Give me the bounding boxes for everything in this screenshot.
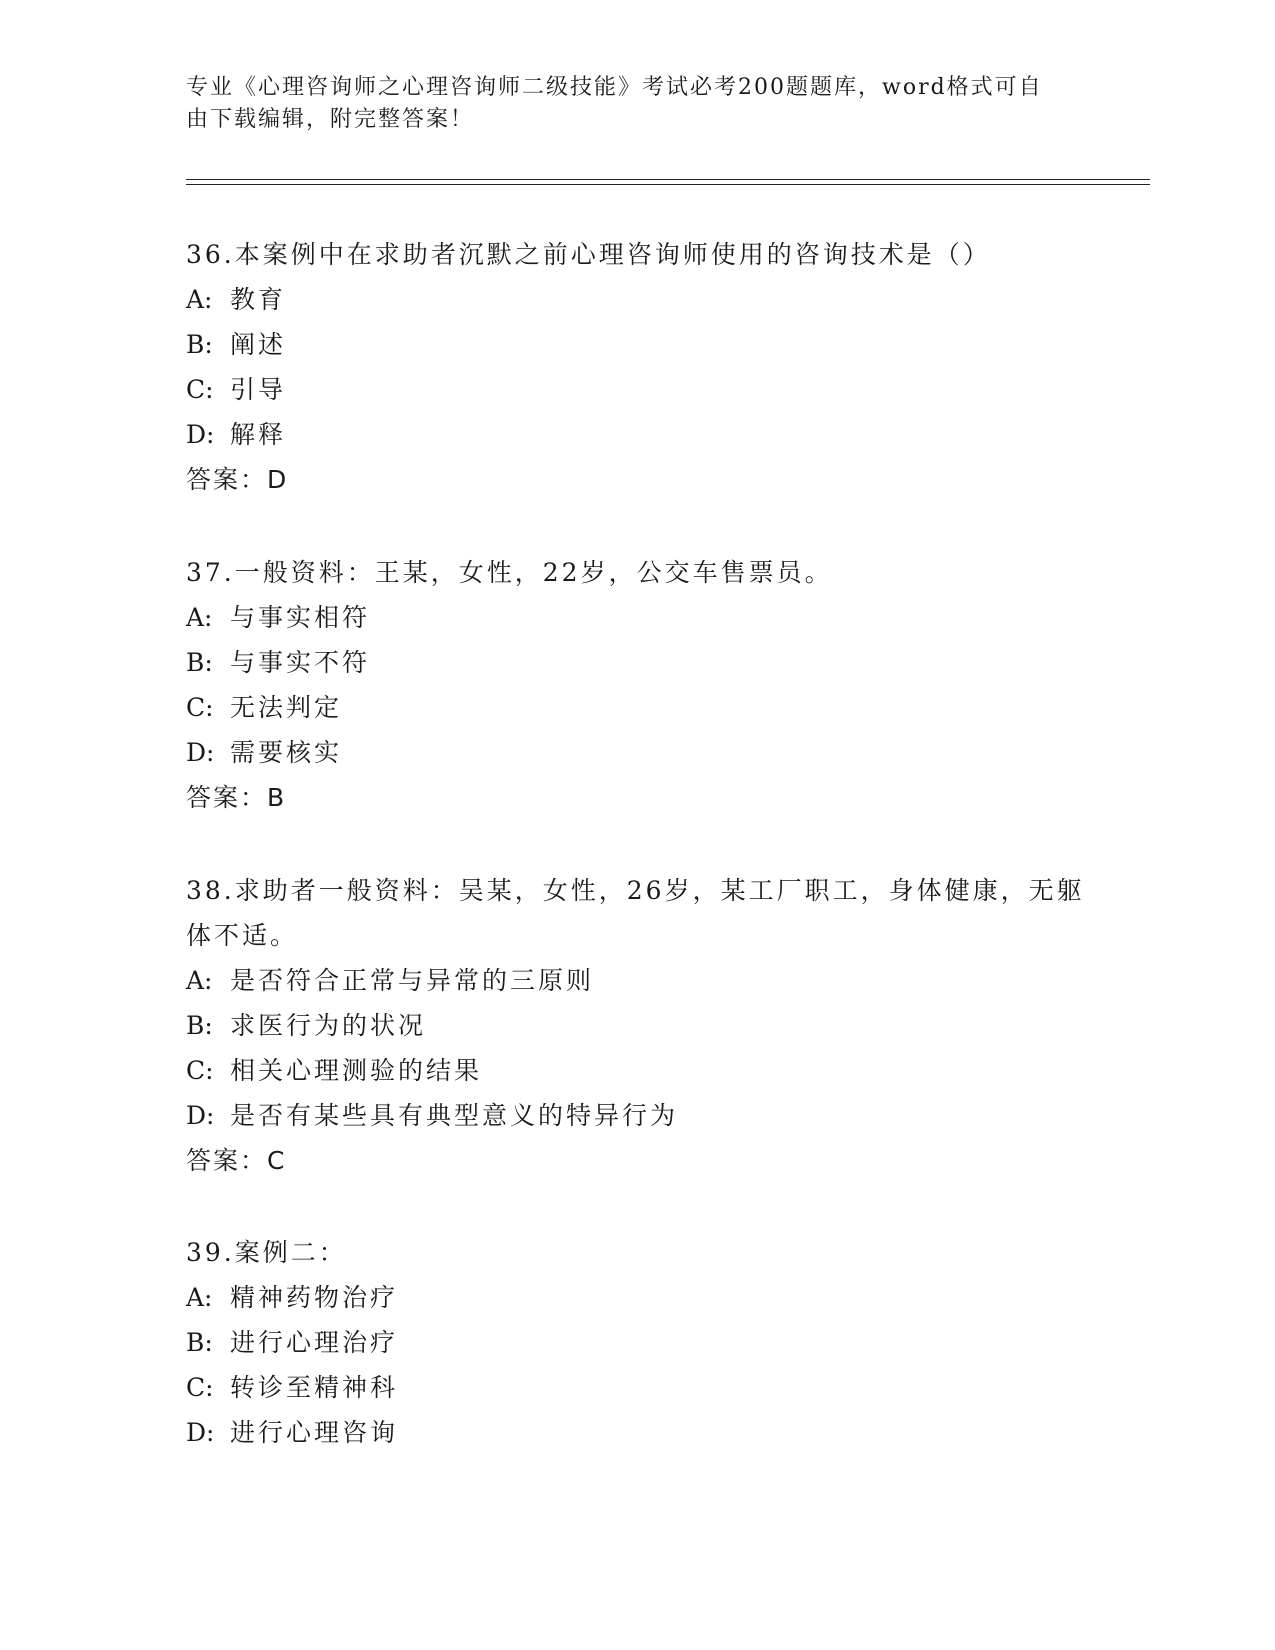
question-stem: 39.案例二： [186, 1238, 347, 1267]
option-label: A: [186, 285, 213, 314]
option-c [186, 367, 1086, 412]
answer-line: 答案：C [186, 1146, 287, 1175]
question-stem: 37.一般资料：王某，女性，22岁，公交车售票员。 [186, 558, 833, 587]
option-text: 阐述 [230, 330, 287, 359]
option-label: C: [186, 693, 214, 722]
option-b [186, 1320, 1086, 1365]
option-text: 引导 [230, 375, 287, 404]
header-line-2: 由下载编辑，附完整答案！ [186, 107, 475, 132]
option-d [186, 1093, 1086, 1138]
option-b [186, 640, 1086, 685]
header-divider-top [186, 179, 1150, 180]
option-label: A: [186, 1283, 213, 1312]
option-label: D: [186, 420, 215, 449]
answer-line: 答案：D [186, 465, 289, 494]
option-text: 转诊至精神科 [230, 1373, 399, 1402]
option-label: D: [186, 1101, 215, 1130]
option-label: B: [186, 1011, 213, 1040]
option-d [186, 730, 1086, 775]
option-text: 相关心理测验的结果 [230, 1056, 483, 1085]
header-line-1: 专业《心理咨询师之心理咨询师二级技能》考试必考200题题库，word格式可自 [186, 75, 1043, 100]
option-label: D: [186, 738, 215, 767]
question-39 [186, 1230, 1086, 1455]
option-text: 无法判定 [230, 693, 343, 722]
option-label: C: [186, 375, 214, 404]
option-text: 教育 [230, 285, 287, 314]
option-label: D: [186, 1418, 215, 1447]
option-a [186, 277, 1086, 322]
option-d [186, 412, 1086, 457]
option-text: 求医行为的状况 [230, 1011, 427, 1040]
option-text: 精神药物治疗 [230, 1283, 399, 1312]
question-stem: 38.求助者一般资料：吴某，女性，26岁，某工厂职工，身体健康，无躯体不适。 [186, 876, 1085, 950]
option-text: 进行心理咨询 [230, 1418, 399, 1447]
option-text: 与事实不符 [230, 648, 371, 677]
option-label: B: [186, 1328, 213, 1357]
option-a [186, 1275, 1086, 1320]
option-c [186, 685, 1086, 730]
option-label: A: [186, 603, 213, 632]
option-b [186, 1003, 1086, 1048]
option-text: 与事实相符 [230, 603, 371, 632]
option-text: 进行心理治疗 [230, 1328, 399, 1357]
question-36 [186, 232, 1086, 502]
option-label: A: [186, 966, 213, 995]
option-label: C: [186, 1056, 214, 1085]
document-header [186, 72, 1086, 136]
option-c [186, 1048, 1086, 1093]
answer-line: 答案：B [186, 783, 287, 812]
option-label: B: [186, 648, 213, 677]
option-c [186, 1365, 1086, 1410]
question-stem: 36.本案例中在求助者沉默之前心理咨询师使用的咨询技术是（） [186, 240, 991, 269]
question-38 [186, 868, 1086, 1183]
option-a [186, 595, 1086, 640]
option-a [186, 958, 1086, 1003]
header-divider-bottom [186, 184, 1150, 185]
option-text: 需要核实 [230, 738, 343, 767]
question-37 [186, 550, 1086, 820]
option-text: 解释 [230, 420, 287, 449]
option-label: B: [186, 330, 213, 359]
option-b [186, 322, 1086, 367]
option-text: 是否符合正常与异常的三原则 [230, 966, 595, 995]
option-d [186, 1410, 1086, 1455]
option-label: C: [186, 1373, 214, 1402]
option-text: 是否有某些具有典型意义的特异行为 [230, 1101, 679, 1130]
